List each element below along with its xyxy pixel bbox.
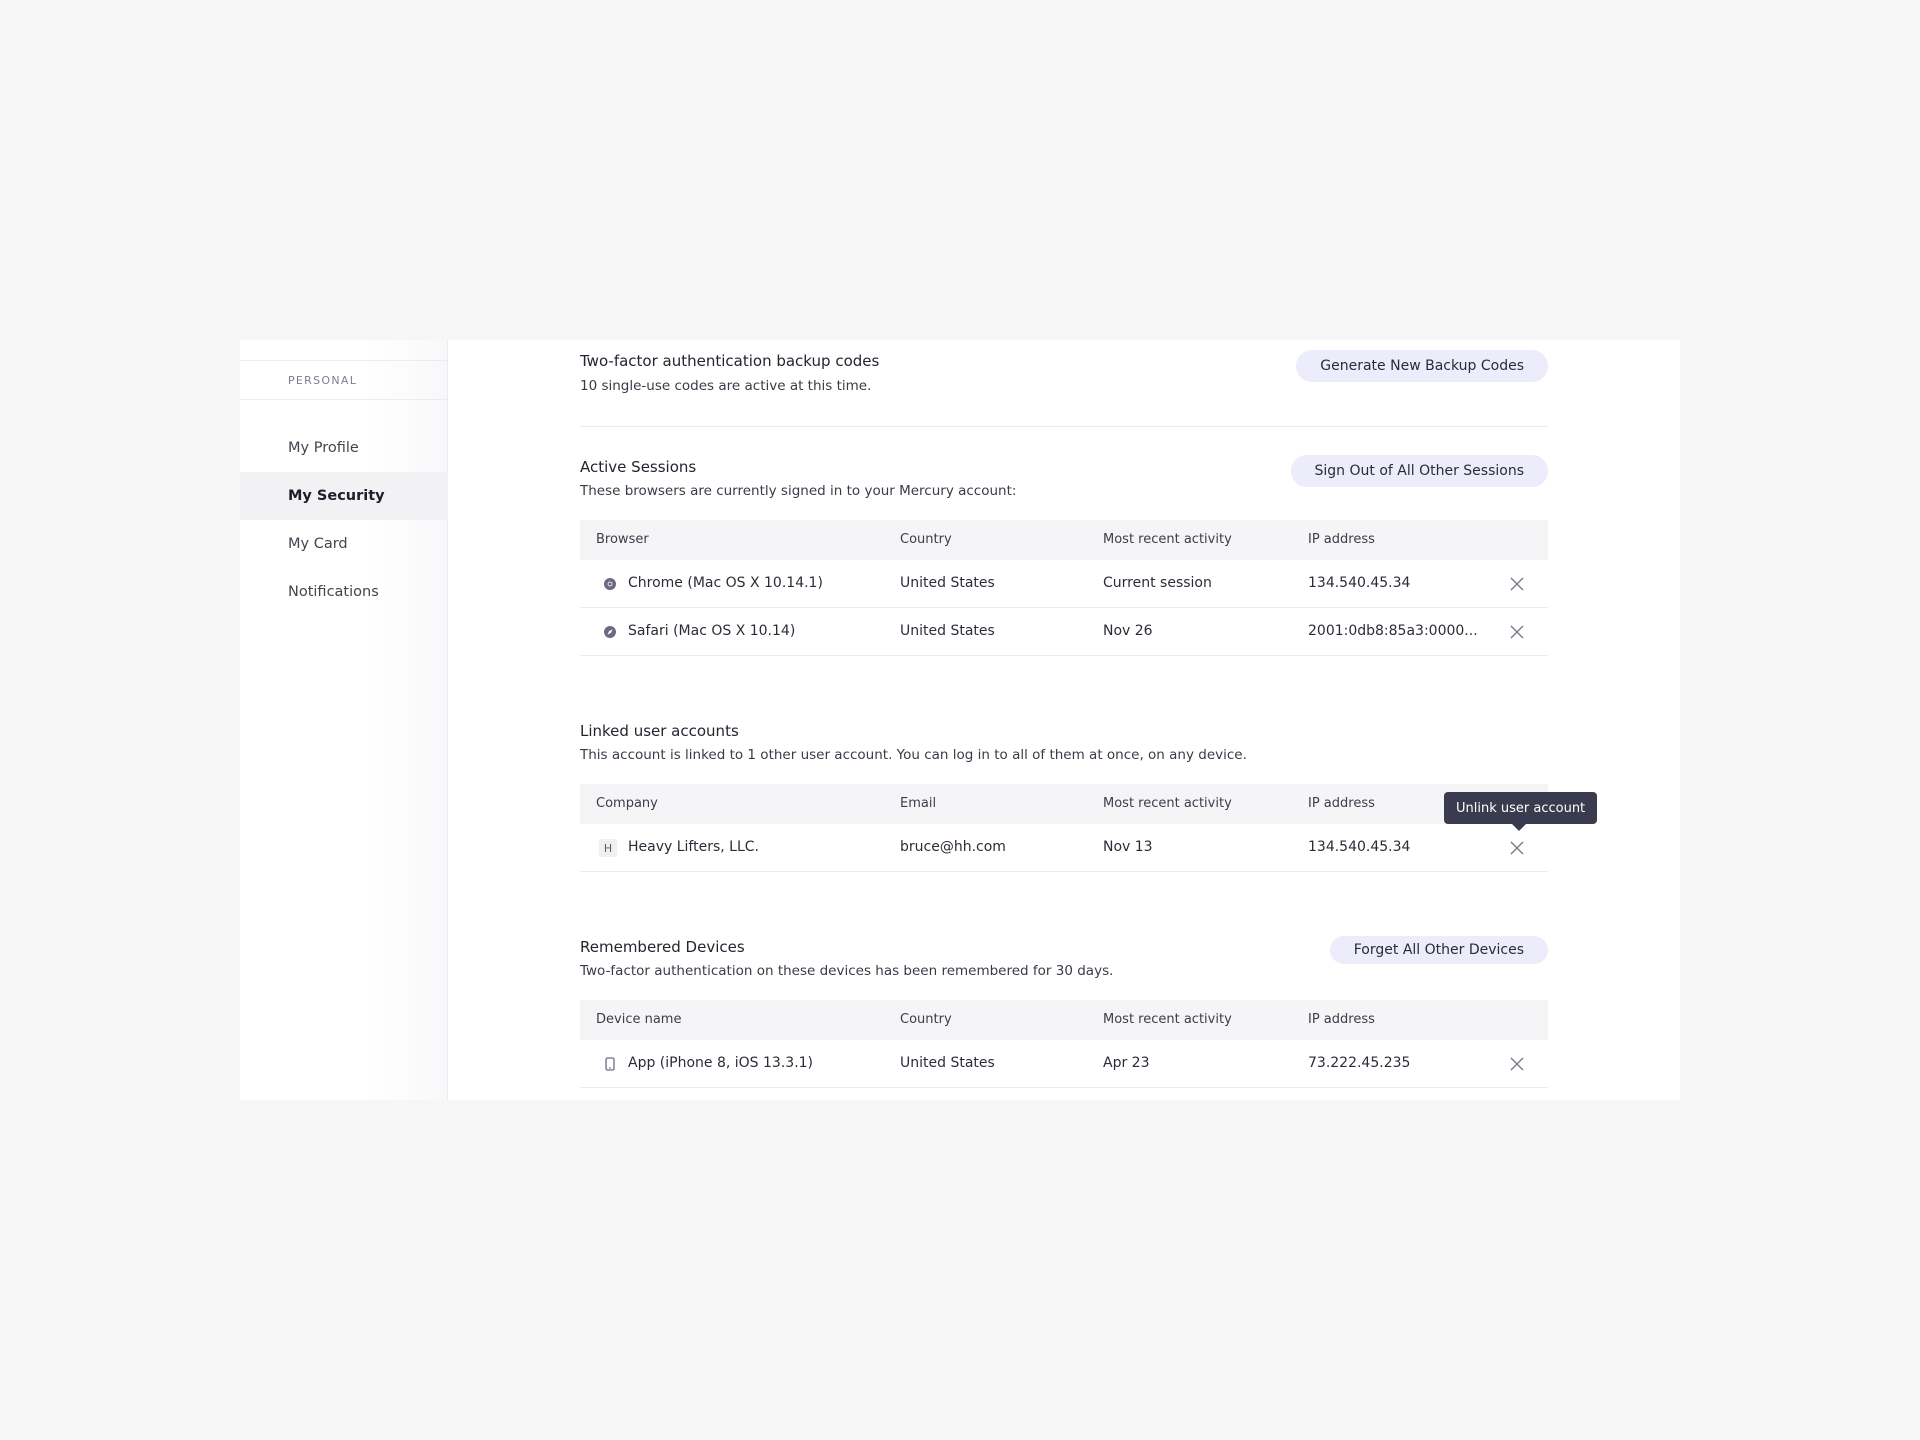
- column-header: Email: [900, 796, 937, 811]
- country: United States: [900, 575, 995, 591]
- backup-codes-description: 10 single-use codes are active at this time.: [580, 378, 872, 394]
- table-header: [580, 1000, 1548, 1040]
- company-initial: H: [599, 839, 617, 857]
- sidebar-item-label: My Profile: [288, 440, 359, 456]
- close-icon[interactable]: [1510, 577, 1524, 591]
- phone-icon: [602, 1056, 618, 1072]
- table-row: [580, 1040, 1548, 1088]
- close-icon[interactable]: [1510, 1057, 1524, 1071]
- column-header: Browser: [596, 532, 649, 547]
- recent-activity: Nov 13: [1103, 839, 1153, 855]
- email: bruce@hh.com: [900, 839, 1006, 855]
- close-icon[interactable]: [1510, 625, 1524, 639]
- security-main: [580, 340, 1548, 1100]
- column-header: Country: [900, 1012, 952, 1027]
- sidebar-item-my-security[interactable]: [240, 472, 448, 520]
- backup-codes-title: Two-factor authentication backup codes: [580, 352, 880, 370]
- column-header: Country: [900, 532, 952, 547]
- sidebar: [240, 340, 448, 1100]
- linked-accounts-description: This account is linked to 1 other user account. You can log in to all of them at once, on any device.: [580, 747, 1247, 763]
- chrome-icon: [602, 576, 618, 592]
- ip-address: 73.222.45.235: [1308, 1055, 1411, 1071]
- table-header: [580, 520, 1548, 560]
- sidebar-item-label: My Security: [288, 488, 385, 504]
- device-name: App (iPhone 8, iOS 13.3.1): [628, 1055, 814, 1071]
- country: United States: [900, 1055, 995, 1071]
- generate-backup-codes-button[interactable]: Generate New Backup Codes: [1296, 350, 1548, 382]
- column-header: IP address: [1308, 1012, 1375, 1027]
- ip-address: 134.540.45.34: [1308, 839, 1411, 855]
- column-header: Most recent activity: [1103, 532, 1232, 547]
- recent-activity: Nov 26: [1103, 623, 1153, 639]
- browser-name: Chrome (Mac OS X 10.14.1): [628, 575, 823, 591]
- recent-activity: Current session: [1103, 575, 1212, 591]
- sidebar-divider: [240, 399, 447, 400]
- browser-name: Safari (Mac OS X 10.14): [628, 623, 796, 639]
- table-row: [580, 824, 1548, 872]
- column-header: Most recent activity: [1103, 796, 1232, 811]
- company-letter-icon: [599, 839, 617, 857]
- sign-out-other-sessions-button[interactable]: Sign Out of All Other Sessions: [1291, 455, 1548, 487]
- recent-activity: Apr 23: [1103, 1055, 1150, 1071]
- sidebar-section-label: PERSONAL: [288, 374, 358, 387]
- sidebar-item-my-profile[interactable]: [240, 424, 448, 472]
- sidebar-item-label: My Card: [288, 536, 348, 552]
- ip-address: 2001:0db8:85a3:0000...: [1308, 623, 1478, 639]
- country: United States: [900, 623, 995, 639]
- linked-accounts-title: Linked user accounts: [580, 722, 739, 740]
- column-header: IP address: [1308, 532, 1375, 547]
- column-header: IP address: [1308, 796, 1375, 811]
- unlink-user-account-tooltip: Unlink user account: [1444, 792, 1597, 824]
- remembered-devices-table: [580, 1000, 1548, 1088]
- sidebar-item-my-card[interactable]: [240, 520, 448, 568]
- linked-accounts-table: [580, 784, 1548, 872]
- forget-other-devices-button[interactable]: Forget All Other Devices: [1330, 936, 1548, 964]
- column-header: Device name: [596, 1012, 682, 1027]
- sidebar-item-label: Notifications: [288, 584, 379, 600]
- column-header: Most recent activity: [1103, 1012, 1232, 1027]
- close-icon[interactable]: [1510, 841, 1524, 855]
- active-sessions-title: Active Sessions: [580, 458, 697, 476]
- remembered-devices-title: Remembered Devices: [580, 938, 745, 956]
- section-divider: [580, 426, 1548, 427]
- active-sessions-description: These browsers are currently signed in to your Mercury account:: [580, 483, 1017, 499]
- sidebar-divider: [240, 360, 447, 361]
- ip-address: 134.540.45.34: [1308, 575, 1411, 591]
- column-header: Company: [596, 796, 658, 811]
- company-name: Heavy Lifters, LLC.: [628, 839, 759, 855]
- remembered-devices-description: Two-factor authentication on these devices has been remembered for 30 days.: [580, 963, 1114, 979]
- sidebar-item-notifications[interactable]: [240, 568, 448, 616]
- active-sessions-table: [580, 520, 1548, 656]
- table-row: [580, 560, 1548, 608]
- table-header: [580, 784, 1548, 824]
- safari-icon: [602, 624, 618, 640]
- settings-window: [240, 340, 1680, 1100]
- table-row: [580, 608, 1548, 656]
